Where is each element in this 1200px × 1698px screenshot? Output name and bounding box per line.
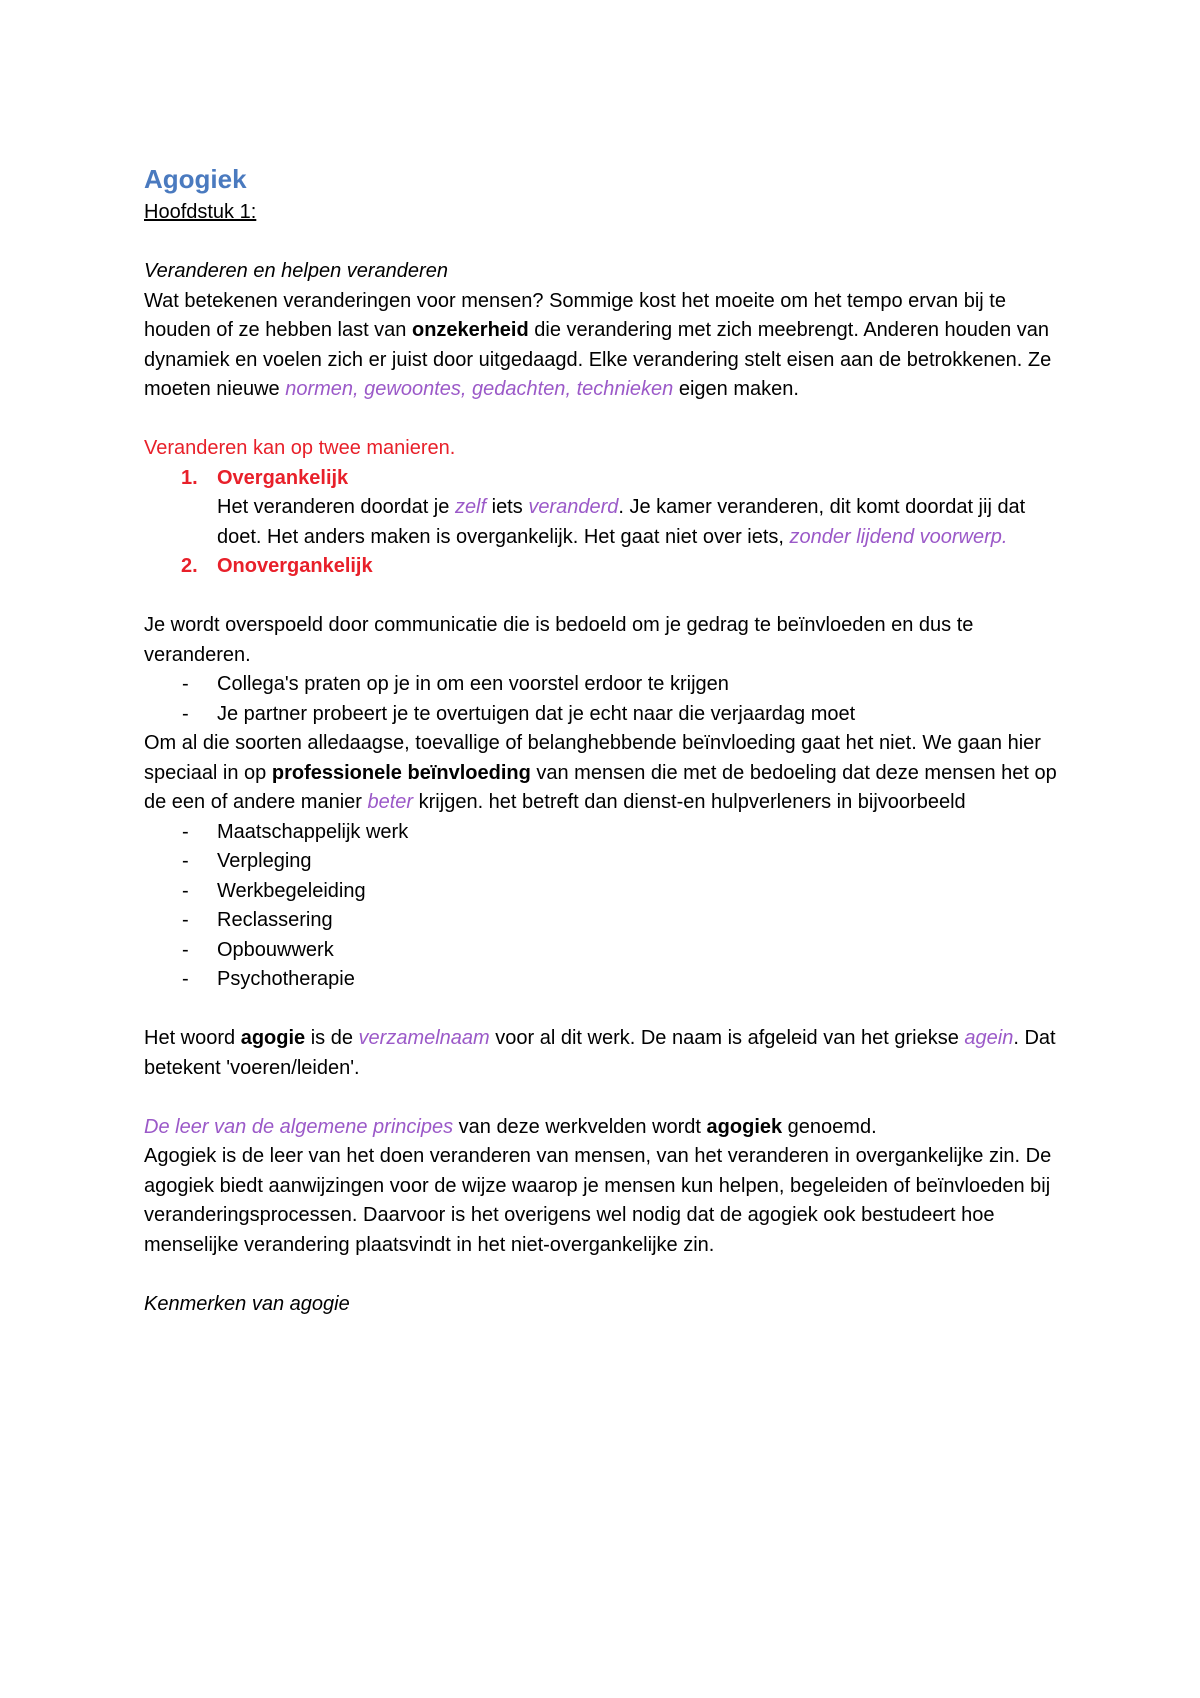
term-technieken: technieken <box>576 378 674 400</box>
term-veranderd: veranderd <box>528 496 619 518</box>
list-item: - Maatschappelijk werk <box>182 820 409 843</box>
term-agogie: agogie <box>240 1027 306 1049</box>
communicatie-paragraph: Je wordt overspoeld door communicatie die is bedoeld om je gedrag te beïnvloeden en dus te veranderen. <box>144 614 974 666</box>
example-list <box>144 670 1069 729</box>
werkvelden-list <box>144 818 1069 995</box>
list-item: 1. Overgankelijk Het veranderen doordat je zelf iets veranderd. Je kamer veranderen, dit komt doordat jij dat doet. Het anders maken is overgankelijk. Het gaat niet over iets, zonder lijdend voorwerp. <box>144 464 1069 553</box>
list-item <box>144 552 1069 582</box>
section-heading: Veranderen en helpen veranderen <box>144 260 448 282</box>
term-leer-algemene-principes: De leer van de algemene principes <box>144 1115 454 1138</box>
spacer <box>144 405 1069 435</box>
term-gewoontes: gewoontes <box>364 378 461 400</box>
kenmerken-heading: Kenmerken van agogie <box>144 1292 350 1315</box>
term-gedachten: gedachten <box>472 378 566 400</box>
list-item: - Verpleging <box>182 850 312 872</box>
term-agein: agein <box>964 1027 1014 1049</box>
term-professionele-beinvloeding: professionele beïnvloeding <box>271 761 531 784</box>
document-title: Agogiek <box>144 164 247 194</box>
spacer <box>144 1083 1069 1113</box>
beinvloeding-paragraph: Om al die soorten alledaagse, toevallige of belanghebbende beïnvloeding gaat het niet. We gaan hier speciaal in op professionele beïnvloeding van mensen die met de bedoeling dat deze mensen het op de een of andere manier beter krijgen. het betreft dan dienst-en hulpverleners in bijvoorbeeld <box>144 732 1057 813</box>
term-beter: beter <box>367 791 414 813</box>
agogiek-definition-paragraph: Agogiek is de leer van het doen veranderen van mensen, van het veranderen in overgankelijke zin. De agogiek biedt aanwijzingen voor de wijze waarop je mensen kun helpen, begeleiden of beïnvloeden bij veranderingsprocessen. Daarvoor is het overigens wel nodig dat de agogiek ook bestudeert hoe menselijke verandering plaatsvindt in het niet-overgankelijke zin. <box>144 1145 1052 1256</box>
agogie-paragraph: Het woord agogie is de verzamelnaam voor al dit werk. De naam is afgeleid van het griekse agein. Dat betekent 'voeren/leiden'. <box>144 1027 1056 1079</box>
list-item: - Psychotherapie <box>182 968 355 990</box>
spacer <box>144 1260 1069 1290</box>
list-number: 1. <box>181 466 198 489</box>
list-item: - Reclassering <box>182 909 333 931</box>
spacer <box>144 228 1069 258</box>
term-onzekerheid: onzekerheid <box>412 319 529 341</box>
term-zelf: zelf <box>454 496 487 518</box>
spacer <box>144 995 1069 1025</box>
chapter-heading: Hoofdstuk 1: <box>144 201 257 223</box>
term-zonder-lijdend-voorwerp: zonder lijdend voorwerp <box>789 525 1002 548</box>
list-item: - Werkbegeleiding <box>182 879 366 902</box>
document-page <box>144 160 1069 1319</box>
term-overgankelijk: Overgankelijk <box>217 466 349 489</box>
manieren-intro: Veranderen kan op twee manieren. <box>144 437 456 459</box>
term-onovergankelijk: Onovergankelijk <box>217 555 373 577</box>
leer-paragraph: De leer van de algemene principes van deze werkvelden wordt agogiek genoemd. <box>144 1115 877 1138</box>
list-number: 2. <box>181 555 198 577</box>
spacer <box>144 582 1069 612</box>
term-agogiek: agogiek <box>706 1115 783 1138</box>
term-verzamelnaam: verzamelnaam <box>358 1027 490 1049</box>
numbered-list <box>144 464 1069 582</box>
list-item: - Opbouwwerk <box>182 938 334 961</box>
list-item: - Je partner probeert je te overtuigen dat je echt naar die verjaardag moet <box>182 702 856 725</box>
list-item: - Collega's praten op je in om een voorstel erdoor te krijgen <box>182 673 729 695</box>
intro-paragraph: Wat betekenen veranderingen voor mensen? Sommige kost het moeite om het tempo ervan bij te houden of ze hebben last van onzekerheid die verandering met zich meebrengt. Anderen houden van dynamiek en voelen zich er juist door uitgedaagd. Elke verandering stelt eisen aan de betrokkenen. Ze moeten nieuwe normen, gewoontes, gedachten, technieken eigen maken. <box>144 289 1052 400</box>
term-normen: normen <box>285 378 354 400</box>
